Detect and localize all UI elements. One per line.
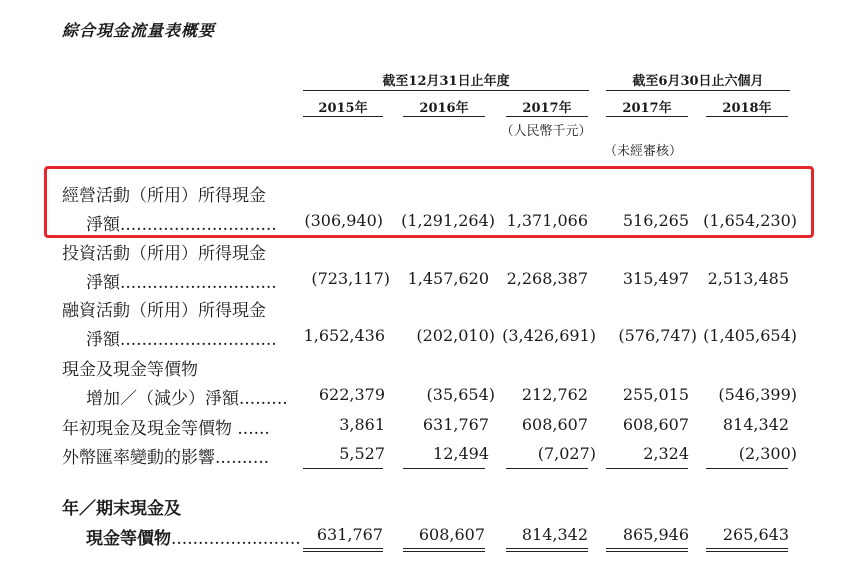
cell-value: 1,371,066 xyxy=(506,211,588,230)
cell-value: 814,342 xyxy=(722,415,789,434)
cell-value: 516,265 xyxy=(622,211,689,230)
year-underline xyxy=(606,116,688,117)
subtotal-rule xyxy=(303,468,383,469)
year-header: 2018年 xyxy=(722,101,772,116)
year-header: 2017年 xyxy=(622,101,672,116)
year-underline xyxy=(403,116,485,117)
year-header: 2017年 xyxy=(522,101,572,116)
cell-value: (1,654,230) xyxy=(703,211,797,230)
year-underline xyxy=(303,116,383,117)
cell-value: 2,324 xyxy=(643,444,689,463)
total-double-rule xyxy=(303,548,383,552)
cell-value: 608,607 xyxy=(521,415,588,434)
total-double-rule xyxy=(606,548,688,552)
cell-value: 608,607 xyxy=(622,415,689,434)
cell-value: (35,654) xyxy=(426,385,495,404)
cell-value: 255,015 xyxy=(622,385,689,404)
header-group-year-ended: 截至12月31日止年度 xyxy=(382,74,510,89)
row-label: 融資活動（所用）所得現金 xyxy=(62,301,266,321)
total-double-rule xyxy=(403,548,485,552)
subtotal-rule xyxy=(706,468,788,469)
cell-value: (306,940) xyxy=(304,211,383,230)
header-group-six-months: 截至6月30日止六個月 xyxy=(632,74,764,89)
cell-value: 2,513,485 xyxy=(707,269,789,288)
total-double-rule xyxy=(506,548,588,552)
cell-value: 1,652,436 xyxy=(303,326,385,345)
total-value: 265,643 xyxy=(722,525,789,544)
cell-value: 2,268,387 xyxy=(506,269,588,288)
total-label: 年／期末現金及 xyxy=(62,499,181,519)
cell-value: (7,027) xyxy=(537,444,596,463)
cell-value: 315,497 xyxy=(622,269,689,288)
subtotal-rule xyxy=(506,468,588,469)
unaudited-note: （未經審核） xyxy=(603,144,682,159)
year-header: 2015年 xyxy=(318,101,368,116)
cell-value: 631,767 xyxy=(422,415,489,434)
total-value: 814,342 xyxy=(521,525,588,544)
total-value: 631,767 xyxy=(316,525,383,544)
year-underline xyxy=(706,116,788,117)
cell-value: (1,405,654) xyxy=(703,326,797,345)
cell-value: 5,527 xyxy=(339,444,385,463)
year-underline xyxy=(506,116,588,117)
unit-note: （人民幣千元） xyxy=(500,124,592,139)
cell-value: (576,747) xyxy=(618,326,697,345)
row-label: 現金及現金等價物 xyxy=(62,360,198,380)
page-title: 綜合現金流量表概要 xyxy=(62,21,216,40)
year-header: 2016年 xyxy=(419,101,469,116)
cell-value: (2,300) xyxy=(738,444,797,463)
cell-value: (546,399) xyxy=(718,385,797,404)
row-sublabel: 淨額............................. xyxy=(86,215,277,235)
total-double-rule xyxy=(706,548,788,552)
cell-value: 622,379 xyxy=(318,385,385,404)
total-sublabel: 現金等價物........................ xyxy=(86,529,301,549)
row-sublabel: 淨額............................. xyxy=(86,273,277,293)
row-sublabel: 淨額............................. xyxy=(86,330,277,350)
cell-value: 3,861 xyxy=(339,415,385,434)
cell-value: (3,426,691) xyxy=(502,326,596,345)
row-label: 經營活動（所用）所得現金 xyxy=(62,186,266,206)
subtotal-rule xyxy=(606,468,688,469)
header-group-underline xyxy=(606,90,790,91)
cell-value: 1,457,620 xyxy=(407,269,489,288)
header-group-underline xyxy=(303,90,589,91)
cell-value: (202,010) xyxy=(416,326,495,345)
total-value: 865,946 xyxy=(622,525,689,544)
row-label: 外幣匯率變動的影響.......... xyxy=(62,448,270,468)
cell-value: 12,494 xyxy=(433,444,489,463)
cell-value: (1,291,264) xyxy=(401,211,495,230)
row-sublabel: 增加／（減少）淨額......... xyxy=(86,389,288,409)
subtotal-rule xyxy=(403,468,485,469)
total-value: 608,607 xyxy=(418,525,485,544)
cell-value: (723,117) xyxy=(311,269,390,288)
cell-value: 212,762 xyxy=(521,385,588,404)
row-label: 年初現金及現金等價物 ...... xyxy=(62,419,270,439)
row-label: 投資活動（所用）所得現金 xyxy=(62,244,266,264)
